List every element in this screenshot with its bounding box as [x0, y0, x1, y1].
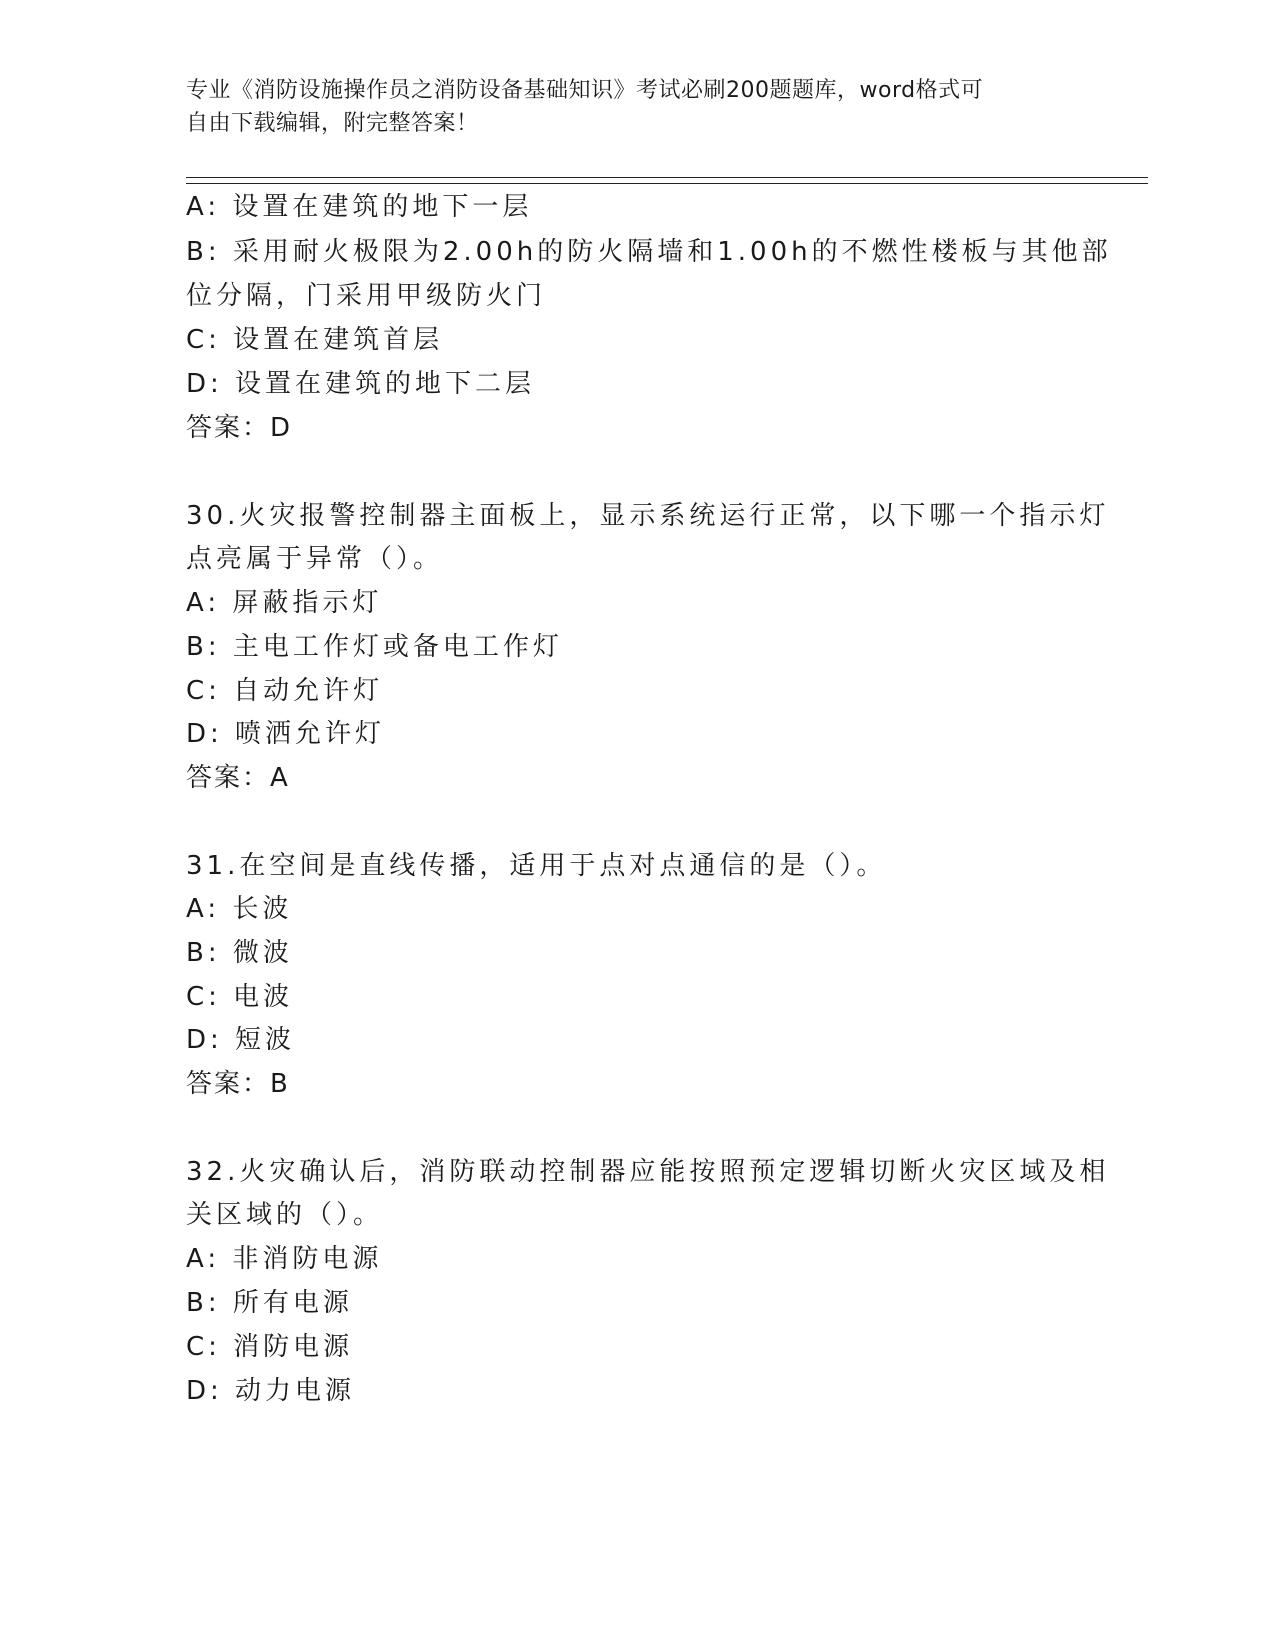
- q30-answer: 答案：A: [186, 763, 290, 793]
- q29-option-d: D: 设置在建筑的地下二层: [186, 369, 536, 399]
- document-header: [186, 74, 1066, 140]
- q30-option-c: C: 自动允许灯: [186, 676, 384, 706]
- q31-option-b: B: 微波: [186, 938, 293, 968]
- q30-option-a: A: 屏蔽指示灯: [186, 588, 383, 618]
- q30-option-d: D: 喷洒允许灯: [186, 719, 386, 749]
- q32-option-b: B: 所有电源: [186, 1288, 353, 1318]
- q32-stem-line-1: 32.火灾确认后，消防联动控制器应能按照预定逻辑切断火灾区域及相: [186, 1157, 1110, 1187]
- q32-option-c: C: 消防电源: [186, 1332, 354, 1362]
- q29-option-b-line-1: B: 采用耐火极限为2.00h的防火隔墙和1.00h的不燃性楼板与其他部: [186, 237, 1112, 267]
- header-divider-bottom: [186, 183, 1148, 184]
- q29-option-c: C: 设置在建筑首层: [186, 325, 444, 355]
- q31-option-c: C: 电波: [186, 982, 294, 1012]
- q29-option-b-line-2: 位分隔，门采用甲级防火门: [186, 281, 547, 311]
- q32-option-a: A: 非消防电源: [186, 1244, 383, 1274]
- header-divider-top: [186, 177, 1148, 178]
- q29-answer: 答案：D: [186, 413, 293, 443]
- q30-stem-line-1: 30.火灾报警控制器主面板上，显示系统运行正常，以下哪一个指示灯: [186, 501, 1110, 531]
- q32-option-d: D: 动力电源: [186, 1376, 356, 1406]
- header-line-1: 专业《消防设施操作员之消防设备基础知识》考试必刷200题题库，word格式可: [186, 78, 984, 103]
- q32-stem-line-2: 关区域的（）。: [186, 1200, 384, 1230]
- q31-option-a: A: 长波: [186, 894, 293, 924]
- q30-stem-line-2: 点亮属于异常（）。: [186, 544, 444, 574]
- q31-option-d: D: 短波: [186, 1025, 296, 1055]
- q31-stem-line-1: 31.在空间是直线传播，适用于点对点通信的是（）。: [186, 851, 887, 881]
- q29-option-a: A: 设置在建筑的地下一层: [186, 192, 533, 222]
- q31-answer: 答案：B: [186, 1069, 290, 1099]
- header-line-2: 自由下载编辑，附完整答案！: [186, 111, 479, 136]
- q30-option-b: B: 主电工作灯或备电工作灯: [186, 632, 563, 662]
